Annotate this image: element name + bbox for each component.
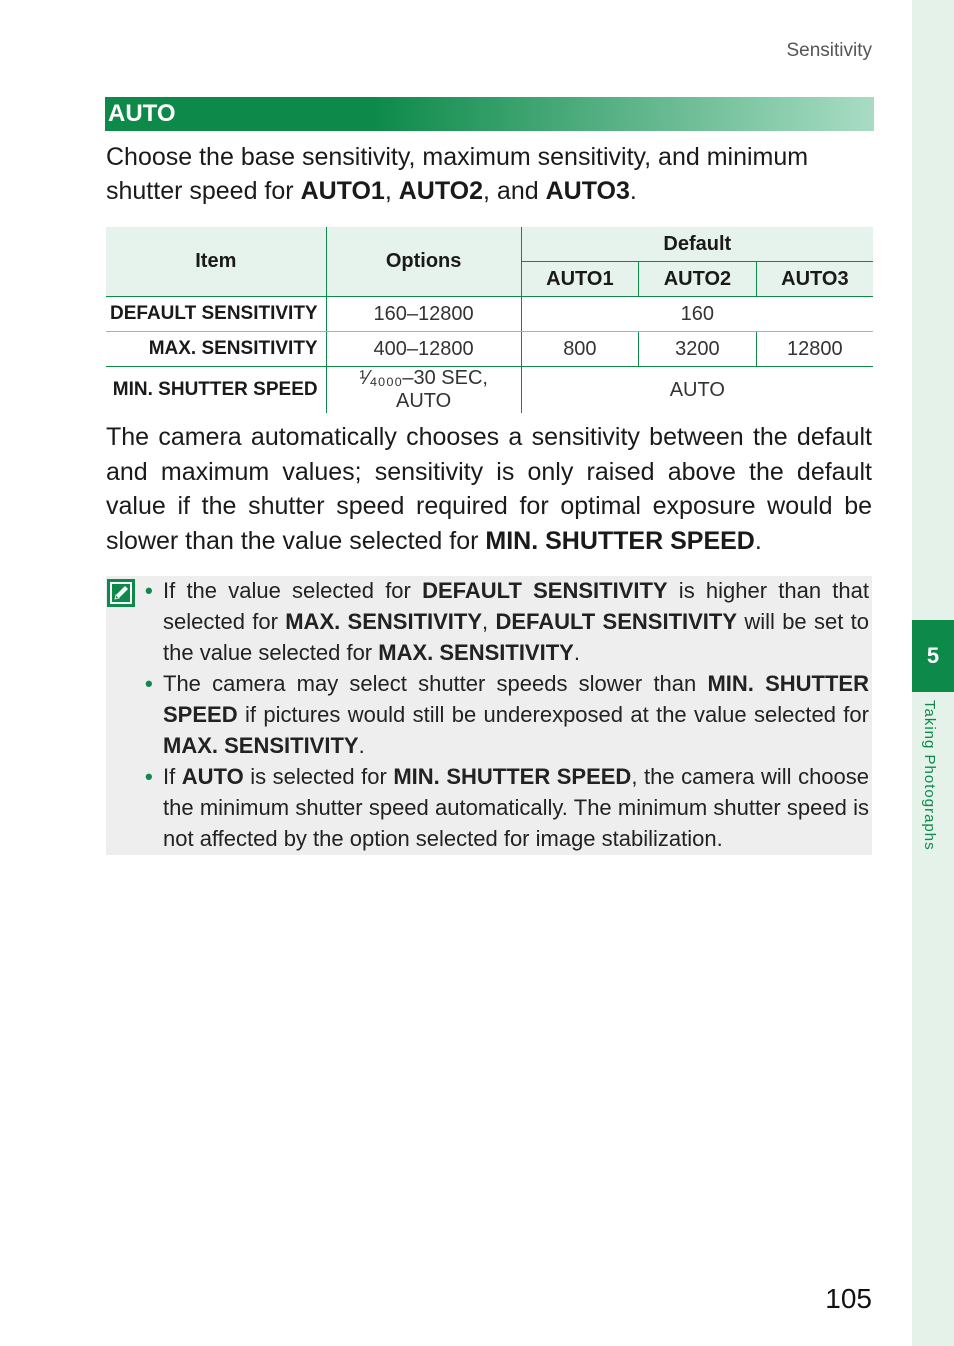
note-list [145, 575, 869, 854]
page-number: 105 [825, 1283, 872, 1314]
header-item: Item [106, 227, 326, 297]
section-title: AUTO [108, 100, 176, 127]
table-row [106, 297, 873, 332]
table-row [106, 367, 873, 414]
list-item: • If AUTO is selected for MIN. SHUTTER SPEED, the camera will choose the minimum shutter speed automatically. The minimum shutter speed is not affected by the option selected for image stabilization. [145, 761, 869, 854]
header-auto1: AUTO1 [521, 262, 639, 297]
row-options: 160–12800 [326, 297, 521, 332]
header-auto2: AUTO2 [639, 262, 757, 297]
row-label: DEFAULT SENSITIVITY [106, 297, 326, 332]
row-default: AUTO [669, 378, 725, 401]
row-auto1: 800 [521, 332, 639, 367]
chapter-number: 5 [926, 643, 940, 668]
list-item: • The camera may select shutter speeds slower than MIN. SHUTTER SPEED if pictures would still be underexposed at the value selected for MAX. SENSITIVITY. [145, 668, 869, 761]
chapter-tab [912, 620, 954, 692]
bullet-icon: • [145, 764, 153, 789]
section-bar [105, 97, 874, 131]
body-paragraph: The camera automatically chooses a sensitivity between the default and maximum values; sensitivity is only raised above the default value if the shutter speed required for optimal exposure would be slower than the value selected for MIN. SHUTTER SPEED. [106, 423, 872, 555]
running-head: Sensitivity [786, 40, 872, 61]
chapter-label: Taking Photographs [921, 700, 938, 851]
header-default: Default [521, 227, 873, 262]
list-item: • If the value selected for DEFAULT SENSITIVITY is higher than that selected for MAX. SENSITIVITY, DEFAULT SENSITIVITY will be set to the value selected for MAX. SENSITIVITY. [145, 575, 869, 668]
row-label: MIN. SHUTTER SPEED [106, 367, 326, 414]
table-row [106, 332, 873, 367]
header-options: Options [326, 227, 521, 297]
settings-table [106, 227, 873, 413]
bullet-icon: • [145, 671, 153, 696]
row-label: MAX. SENSITIVITY [106, 332, 326, 367]
row-options: 400–12800 [326, 332, 521, 367]
row-options: ¹⁄₄₀₀₀–30 SEC, AUTO [326, 367, 521, 414]
header-auto3: AUTO3 [756, 262, 873, 297]
intro-paragraph: Choose the base sensitivity, maximum sensitivity, and minimum shutter speed for AUTO1, AUTO2, and AUTO3. [106, 143, 809, 205]
row-default: 160 [521, 297, 873, 332]
bullet-icon: • [145, 578, 153, 603]
note-pencil-icon [106, 578, 136, 608]
row-auto2: 3200 [639, 332, 757, 367]
row-auto3: 12800 [756, 332, 873, 367]
